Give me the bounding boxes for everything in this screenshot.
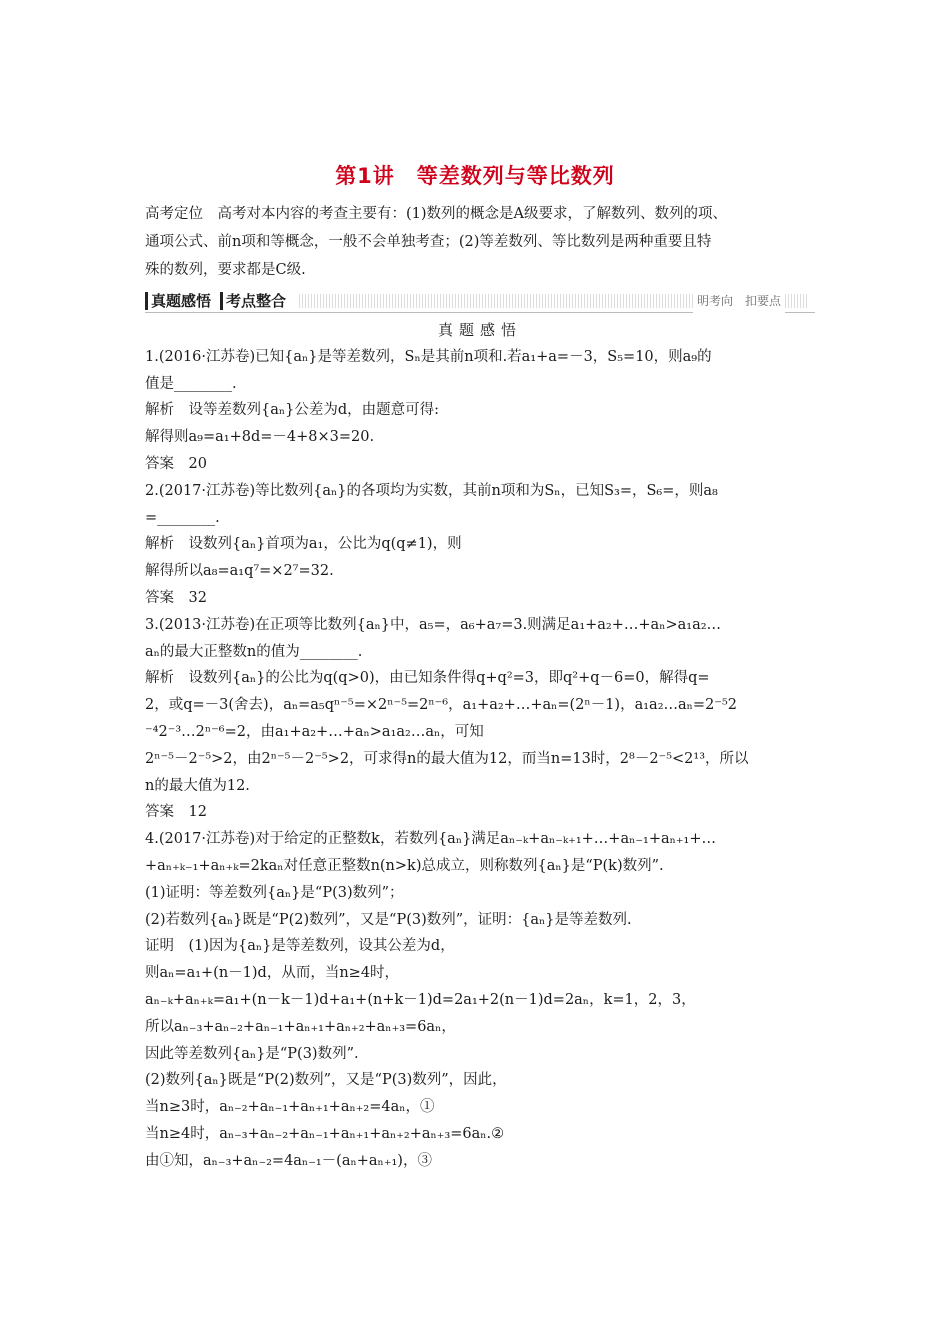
text-line: 解析 设等差数列{aₙ}公差为d，由题意可得: (145, 402, 440, 419)
text-line: 2ⁿ⁻⁵－2⁻⁵>2，由2ⁿ⁻⁵－2⁻⁵>2，可求得n的最大值为12，而当n=13时，2⁸－2⁻⁵<2¹³，所以 (145, 750, 749, 767)
text-line: 答案 12 (145, 804, 207, 821)
problem-list (145, 344, 815, 1175)
text-line: 解得所以a₈=a₁q⁷=×2⁷=32. (145, 563, 334, 580)
text-line: 由①知，aₙ₋₃+aₙ₋₂=4aₙ₋₁－(aₙ+aₙ₊₁)，③ (145, 1152, 432, 1169)
content-body (145, 200, 815, 1175)
text-line: 所以aₙ₋₃+aₙ₋₂+aₙ₋₁+aₙ₊₁+aₙ₊₂+aₙ₊₃=6aₙ， (145, 1018, 456, 1035)
banner-tag: 明考向 扣要点 (693, 288, 785, 315)
text-line: 答案 20 (145, 455, 207, 472)
text-line: 则aₙ=a₁+(n－1)d，从而，当n≥4时， (145, 965, 400, 982)
text-line: 当n≥4时，aₙ₋₃+aₙ₋₂+aₙ₋₁+aₙ₊₁+aₙ₊₂+aₙ₊₃=6aₙ.② (145, 1125, 505, 1142)
section-banner (145, 290, 815, 313)
text-line: 1.(2016·江苏卷)已知{aₙ}是等差数列，Sₙ是其前n项和.若a₁+a=－3，S₅=10，则a₉的 (145, 348, 712, 365)
lecture-title: 第1讲 等差数列与等比数列 (335, 164, 615, 188)
text-line: 3.(2013·江苏卷)在正项等比数列{aₙ}中，a₅=，a₆+a₇=3.则满足a₁+a₂+…+aₙ>a₁a₂… (145, 616, 722, 633)
intro-paragraph (145, 200, 815, 284)
text-line: (2)数列{aₙ}既是“P(2)数列”，又是“P(3)数列”，因此， (145, 1072, 507, 1089)
text-line: n的最大值为12. (145, 777, 250, 794)
text-line: (2)若数列{aₙ}既是“P(2)数列”，又是“P(3)数列”，证明：{aₙ}是等差数列. (145, 911, 632, 928)
text-line: 答案 32 (145, 589, 207, 606)
banner-segment-2: 考点整合 (220, 292, 289, 310)
section-subheading: 真题感悟 (437, 321, 522, 339)
text-line: 解得则a₉=a₁+8d=－4+8×3=20. (145, 429, 375, 446)
text-line: aₙ₋ₖ+aₙ₊ₖ=a₁+(n－k－1)d+a₁+(n+k－1)d=2a₁+2(n－1)d=2aₙ，k=1，2，3， (145, 991, 696, 1008)
text-line: 2.(2017·江苏卷)等比数列{aₙ}的各项均为实数，其前n项和为Sₙ，已知S₃=，S₆=，则a₈ (145, 482, 718, 499)
text-line: 解析 设数列{aₙ}的公比为q(q>0)，由已知条件得q+q²=3，即q²+q－6=0，解得q= (145, 670, 710, 687)
text-line: aₙ的最大正整数n的值为________. (145, 643, 363, 660)
text-line: ⁻⁴2⁻³…2ⁿ⁻⁶=2，由a₁+a₂+…+aₙ>a₁a₂…aₙ，可知 (145, 723, 484, 740)
text-line: 因此等差数列{aₙ}是“P(3)数列”. (145, 1045, 359, 1062)
text-line: +aₙ₊ₖ₋₁+aₙ₊ₖ=2kaₙ对任意正整数n(n>k)总成立，则称数列{aₙ}是“P(k)数列”. (145, 857, 664, 874)
intro-line: 高考定位 高考对本内容的考查主要有：(1)数列的概念是A级要求，了解数列、数列的项、 (145, 206, 728, 222)
intro-line: 殊的数列，要求都是C级. (145, 262, 306, 278)
text-line: (1)证明：等差数列{aₙ}是“P(3)数列”； (145, 884, 404, 901)
text-line: =________. (145, 509, 220, 526)
text-line: 当n≥3时，aₙ₋₂+aₙ₋₁+aₙ₊₁+aₙ₊₂=4aₙ，① (145, 1099, 435, 1116)
text-line: 证明 (1)因为{aₙ}是等差数列，设其公差为d， (145, 938, 455, 955)
text-line: 4.(2017·江苏卷)对于给定的正整数k，若数列{aₙ}满足aₙ₋ₖ+aₙ₋ₖ₊₁+…+aₙ₋₁+aₙ₊₁+… (145, 831, 717, 848)
text-line: 解析 设数列{aₙ}首项为a₁，公比为q(q≠1)，则 (145, 536, 462, 553)
text-line: 2，或q=－3(舍去)，aₙ=a₅qⁿ⁻⁵=×2ⁿ⁻⁵=2ⁿ⁻⁶，a₁+a₂+…+aₙ=(2ⁿ－1)，a₁a₂…aₙ=2⁻⁵2 (145, 697, 737, 714)
intro-line: 通项公式、前n项和等概念，一般不会单独考查；(2)等差数列、等比数列是两种重要且特 (145, 234, 712, 250)
banner-segment-1: 真题感悟 (145, 292, 214, 310)
text-line: 值是________. (145, 375, 237, 392)
